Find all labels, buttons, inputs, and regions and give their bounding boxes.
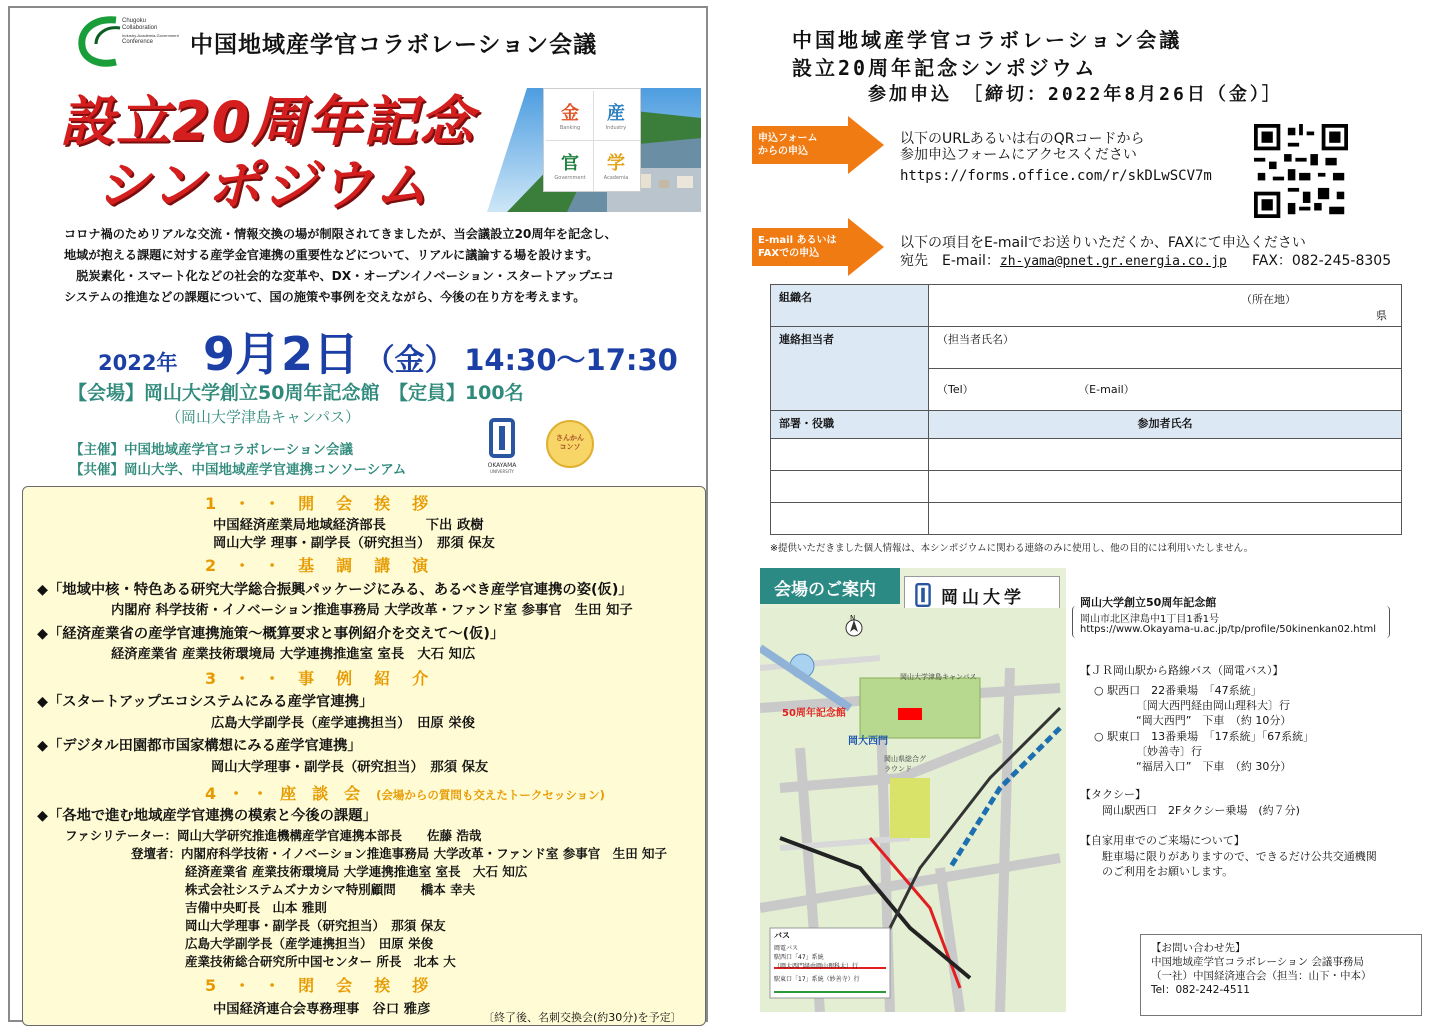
north-label: N (850, 614, 856, 622)
qr-code-icon[interactable] (1254, 124, 1348, 218)
email-link[interactable]: zh-yama@pnet.gr.energia.co.jp (999, 254, 1227, 269)
keynote-speaker-1: 内閣府 科学技術・イノベーション推進事務局 大学改革・ファンド室 参事官 生田 知子 (111, 603, 633, 618)
section-opening: 1･･開会挨拶 (205, 494, 451, 513)
form-instruction-1: 以下のURLあるいは右のQRコードから (900, 131, 1145, 147)
panelist: 岡山大学理事・副学長（研究担当） 那須 保友 (185, 918, 446, 933)
contact-phone: Tel：082-242-4511 (1151, 984, 1250, 996)
case-speaker-1: 広島大学副学長（産学連携担当） 田原 栄俊 (211, 716, 475, 731)
panelist: 広島大学副学長（産学連携担当） 田原 栄俊 (185, 936, 434, 951)
program-line: 中国経済産業局地域経済部長 下出 政樹 (213, 518, 484, 533)
roundtable-title: ◆「各地で進む地域産学官連携の模索と今後の課題」 (37, 808, 377, 824)
okayama-o-icon (489, 418, 515, 458)
puzzle-piece-government: 官 Government (554, 153, 586, 181)
taxi-heading: 【タクシー】 (1080, 788, 1146, 801)
program-box (22, 486, 706, 1026)
bus-route: 〔妙善寺〕行 (1136, 745, 1202, 758)
contact-heading: 【お問い合わせ先】 (1151, 942, 1246, 954)
case-title-1: ◆「スタートアップエコシステムにみる産学官連携」 (37, 694, 374, 710)
map-header: 会場のご案内 (760, 568, 900, 604)
organizer: 【主催】中国地域産学官コラボレーション会議 (70, 442, 353, 458)
panelist: 株式会社システムズナカシマ特別顧問 橋本 幸夫 (185, 882, 476, 897)
date-time: 14:30～17:30 (464, 343, 678, 377)
contact-line: 中国地域産学官コラボレーション 会議事務局 (1151, 956, 1364, 968)
participant-header: 参加者氏名 (929, 411, 1402, 439)
venue-address: 岡山市北区津島中1丁目1番1号 (1080, 614, 1220, 625)
end-note: 〔終了後、名刺交換会(約30分)を予定〕 (483, 1011, 682, 1024)
okayama-university-logo: OKAYAMA UNIVERSITY (482, 418, 522, 480)
bus-heading: 【ＪＲ岡山駅から路線バス（岡電バス）】 (1080, 664, 1284, 677)
intro-text: コロナ禍のためリアルな交流・情報交換の場が制限されてきましたが、当会議設立20周年を記念し、 地域が抱える課題に対する産学金官連携の重要性などについて、リアルに議論する場を設けます。 脱炭素化・スマート化などの社会的な変革や、DX・オープンイノベーション・スタートアップエコ システムの推進などの課題について、国の施策や事例を交えながら、今後の在り方を考えます。 (64, 227, 617, 304)
form-url-link[interactable]: https://forms.office.com/r/skDLwSCV7m (900, 168, 1212, 184)
keynote-title-1: ◆「地域中核・特色ある研究大学総合振興パッケージにみる、あるべき産学官連携の姿(仮)」 (37, 582, 633, 598)
puzzle-piece-academia: 学 Academia (603, 153, 629, 181)
date-main: 9月2日 (203, 327, 360, 381)
email-fax-arrow: E-mail あるいは FAXでの申込 (752, 218, 886, 276)
bus-route: “岡大西門” 下車 （約 10分） (1136, 714, 1292, 727)
venue-map-label: 50周年記念館 (782, 708, 846, 719)
contact-box (1140, 934, 1422, 1016)
form-instruction-2: 参加申込フォームにアクセスください (900, 147, 1137, 163)
map-univ-badge: 岡山大学 (904, 576, 1060, 632)
venue-capacity: 【会場】岡山大学創立50周年記念館 【定員】100名 (68, 382, 524, 404)
contact-details-field[interactable]: （Tel） （E-mail） (929, 369, 1402, 411)
puzzle-piece-banking: 金 Banking (559, 103, 581, 131)
panelist: 経済産業省 産業技術環境局 大学連携推進室 室長 大石 知広 (185, 864, 528, 879)
bus-route: 〔岡大西門経由岡山理科大〕行 (1136, 699, 1290, 712)
program-line: 岡山大学 理事・副学長（研究担当） 那須 保友 (213, 536, 495, 551)
venue-url[interactable]: https://www.Okayama-u.ac.jp/tp/profile/50kinenkan02.html (1080, 624, 1377, 635)
keynote-title-2: ◆「経済産業省の産学官連携施策～概算要求と事例紹介を交えて～(仮)」 (37, 626, 505, 642)
logo-text: Chugoku Collaboration Industry-Academia-Government Conference (122, 18, 179, 45)
email-instruction: 以下の項目をE-mailでお送りいただくか、FAXにて申込ください (900, 235, 1306, 251)
flyer-page (8, 6, 708, 1022)
participant-field[interactable] (929, 503, 1402, 535)
participant-field[interactable] (929, 439, 1402, 471)
date-weekday: （金） (364, 343, 455, 378)
campus-map-label: 岡山大学津島キャンパス (900, 673, 977, 681)
keynote-speaker-2: 経済産業省 産業技術環境局 大学連携推進室 室長 大石 知広 (111, 647, 476, 662)
registration-event-title: 設立20周年記念シンポジウム (792, 56, 1098, 80)
privacy-note: ※提供いただきました個人情報は、本シンポジウムに関わる連絡のみに使用し、他の目的には利用いたしません。 (770, 543, 1254, 554)
bus-route: ○ 駅東口 13番乗場 「17系統」「67系統」 (1094, 730, 1315, 743)
car-info: 駐車場に限りがありますので、できるだけ公共交通機関 (1102, 850, 1377, 863)
prefecture-label: 県 (1376, 309, 1387, 322)
case-speaker-2: 岡山大学理事・副学長（研究担当） 那須 保友 (211, 760, 489, 775)
main-title-line2: シンポジウム (96, 154, 431, 217)
venue-name: 岡山大学創立50周年記念館 (1080, 596, 1217, 609)
bus-legend: 岡電バス 駅西口「47」系統 （岡大西門経由岡山理科大）行 駅東口「17」系統（妙善寺）行 (774, 945, 860, 983)
puzzle-graphic (543, 88, 641, 192)
panelist: 吉備中央町長 山本 雅則 (185, 900, 327, 915)
bus-legend-title: バス (774, 931, 790, 940)
dept-field[interactable] (771, 439, 929, 471)
fax-number: FAX：082-245-8305 (1252, 253, 1392, 269)
online-form-arrow: 申込フォーム からの申込 (752, 116, 886, 174)
panelist: 登壇者：内閣府科学技術・イノベーション推進事務局 大学改革・ファンド室 参事官 生田 知子 (131, 846, 668, 861)
contact-line: （一社）中国経済連合会（担当：山下・中本） (1151, 970, 1372, 982)
dept-header: 部署・役職 (771, 411, 929, 439)
participant-field[interactable] (929, 471, 1402, 503)
date-year: 2022年 (98, 351, 178, 375)
url-bracket (1072, 606, 1390, 638)
consortium-logo: さんかんコンソ (546, 420, 594, 468)
dept-field[interactable] (771, 471, 929, 503)
taxi-info: 岡山駅西口 2Fタクシー乗場 (約７分) (1102, 804, 1300, 817)
section-keynote: 2･･基調講演 (205, 556, 451, 575)
bus-route: ○ 駅西口 22番乗場 「47系統」 (1094, 684, 1262, 697)
org-field[interactable] (929, 285, 1402, 327)
main-title-line1: 設立20周年記念 (60, 90, 476, 153)
okayama-o-icon (915, 583, 931, 607)
car-info: のご利用をお願いします。 (1102, 865, 1234, 878)
puzzle-piece-industry: 産 Industry (605, 103, 627, 131)
car-heading: 【自家用車でのご来場について】 (1080, 834, 1245, 847)
section-roundtable: 4･･座談会(会場からの質問も交えたトークセッション) (205, 784, 605, 803)
program-line: 中国経済連合会専務理事 谷口 雅彦 (213, 1002, 431, 1017)
section-closing: 5･･閉会挨拶 (205, 976, 451, 995)
gate-map-label: 岡大西門 (848, 736, 888, 747)
roundtable-note: (会場からの質問も交えたトークセッション) (376, 788, 605, 802)
contact-label: 連絡担当者 (771, 327, 929, 411)
dept-field[interactable] (771, 503, 929, 535)
access-map (760, 568, 1066, 1012)
location-label: （所在地） (1241, 293, 1296, 306)
panelist: 産業技術総合研究所中国センター 所長 北本 大 (185, 954, 456, 969)
facilitator: ファシリテーター：岡山大学研究推進機構産学官連携本部長 佐藤 浩哉 (65, 828, 482, 843)
co-organizer: 【共催】岡山大学、中国地域産学官連携コンソーシアム (70, 462, 407, 478)
header-photo (487, 88, 701, 212)
organization-title: 中国地域産学官コラボレーション会議 (190, 32, 598, 58)
registration-deadline: 参加申込 ［締切：2022年8月26日（金）］ (868, 84, 1283, 105)
email-address-row: 宛先 E-mail：zh-yama@pnet.gr.energia.co.jp (900, 253, 1227, 269)
section-case-studies: 3･･事例紹介 (205, 669, 451, 688)
case-title-2: ◆「デジタル田園都市国家構想にみる産学官連携」 (37, 738, 362, 754)
contact-name-field[interactable]: （担当者氏名） (929, 327, 1402, 369)
registration-form-table (770, 284, 1402, 535)
event-date (98, 318, 678, 384)
registration-org-title: 中国地域産学官コラボレーション会議 (792, 28, 1183, 52)
bus-route: “福居入口” 下車 （約 30分） (1136, 760, 1292, 773)
ground-map-label: 岡山県総合グラウンド (884, 755, 926, 773)
org-label: 組織名 (771, 285, 929, 327)
venue-campus: （岡山大学津島キャンパス） (166, 408, 360, 426)
